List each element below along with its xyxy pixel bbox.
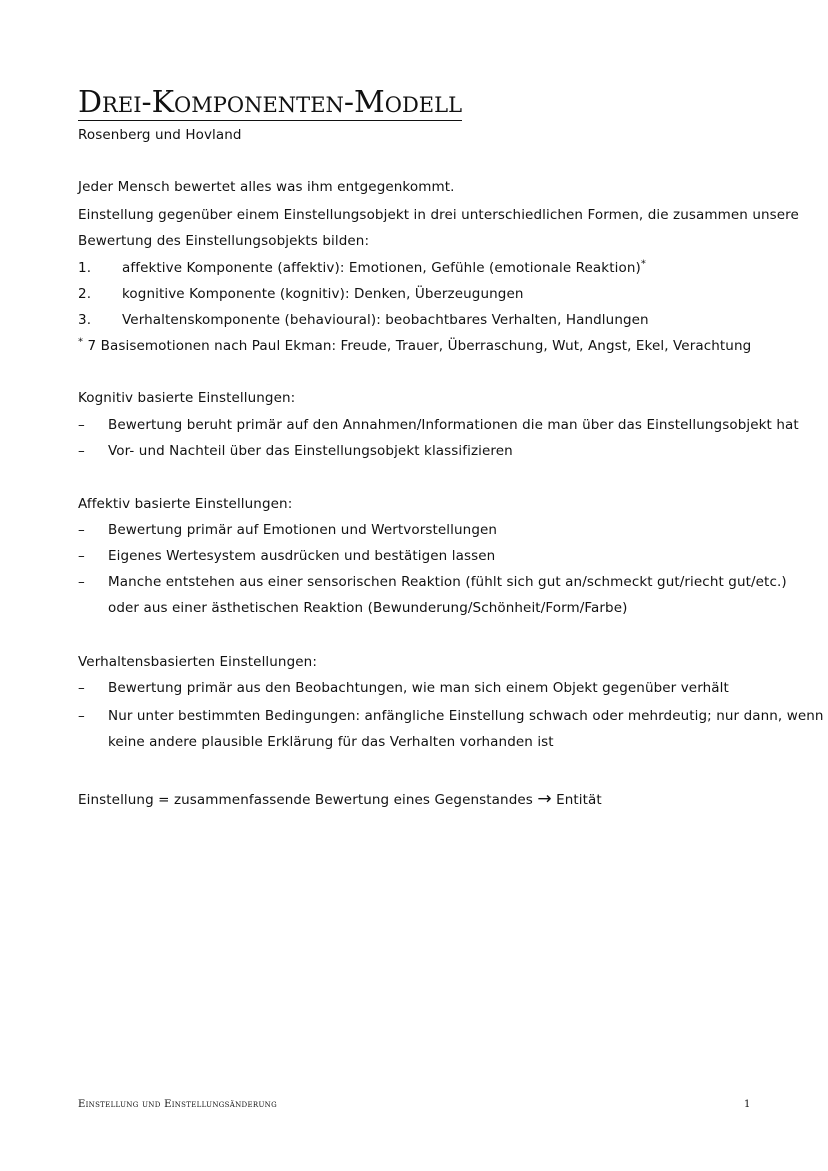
page-subtitle: Rosenberg und Hovland xyxy=(78,127,242,143)
bullet-dash: – xyxy=(78,574,85,590)
intro-line-2: Einstellung gegenüber einem Einstellungsobjekt in drei unterschiedlichen Formen, die zusammen unsere xyxy=(78,207,799,223)
list-item: Bewertung beruht primär auf den Annahmen/Informationen die man über das Einstellungsobjekt hat xyxy=(108,417,799,433)
list-item: Bewertung primär aus den Beobachtungen, wie man sich einem Objekt gegenüber verhält xyxy=(108,680,729,696)
intro-line-1: Jeder Mensch bewertet alles was ihm entgegenkommt. xyxy=(78,179,455,195)
component-number: 2. xyxy=(78,286,92,302)
component-number: 1. xyxy=(78,260,92,276)
bullet-dash: – xyxy=(78,548,85,564)
list-item-continuation: keine andere plausible Erklärung für das Verhalten vorhanden ist xyxy=(108,734,554,750)
list-item: Bewertung primär auf Emotionen und Wertvorstellungen xyxy=(108,522,498,538)
list-item-continuation: oder aus einer ästhetischen Reaktion (Bewunderung/Schönheit/Form/Farbe) xyxy=(108,600,628,616)
component-item xyxy=(122,260,646,276)
section-heading-behavioral: Verhaltensbasierten Einstellungen: xyxy=(78,654,317,670)
component-text: kognitive Komponente (kognitiv): Denken, Überzeugungen xyxy=(122,286,524,302)
arrow-icon: → xyxy=(537,789,552,809)
list-item: Eigenes Wertesystem ausdrücken und bestätigen lassen xyxy=(108,548,496,564)
bullet-dash: – xyxy=(78,417,85,433)
component-text: affektive Komponente (affektiv): Emotionen, Gefühle (emotionale Reaktion) xyxy=(122,260,641,276)
definition-text: Einstellung = zusammenfassende Bewertung eines Gegenstandes xyxy=(78,792,533,808)
component-number: 3. xyxy=(78,312,92,328)
footer-title: Einstellung und Einstellungsänderung xyxy=(78,1099,277,1110)
section-heading-affective: Affektiv basierte Einstellungen: xyxy=(78,496,293,512)
page-number: 1 xyxy=(744,1099,751,1110)
list-item: Vor- und Nachteil über das Einstellungsobjekt klassifizieren xyxy=(108,443,513,459)
footnote xyxy=(78,338,751,354)
definition-line xyxy=(78,789,602,809)
bullet-dash: – xyxy=(78,443,85,459)
section-heading-cognitive: Kognitiv basierte Einstellungen: xyxy=(78,390,296,406)
bullet-dash: – xyxy=(78,522,85,538)
list-item: Manche entstehen aus einer sensorischen Reaktion (fühlt sich gut an/schmeckt gut/riecht gut/etc.) xyxy=(108,574,787,590)
footnote-text: 7 Basisemotionen nach Paul Ekman: Freude, Trauer, Überraschung, Wut, Angst, Ekel, Verachtung xyxy=(87,338,752,354)
page-title: Drei-Komponenten-Modell xyxy=(78,85,463,120)
list-item: Nur unter bestimmten Bedingungen: anfängliche Einstellung schwach oder mehrdeutig; nur dann, wenn xyxy=(108,708,824,724)
footnote-marker: * xyxy=(640,258,646,270)
bullet-dash: – xyxy=(78,708,85,724)
definition-result: Entität xyxy=(556,792,602,808)
component-text: Verhaltenskomponente (behavioural): beobachtbares Verhalten, Handlungen xyxy=(122,312,649,328)
footnote-mark: * xyxy=(78,336,84,348)
intro-line-3: Bewertung des Einstellungsobjekts bilden: xyxy=(78,233,370,249)
bullet-dash: – xyxy=(78,680,85,696)
